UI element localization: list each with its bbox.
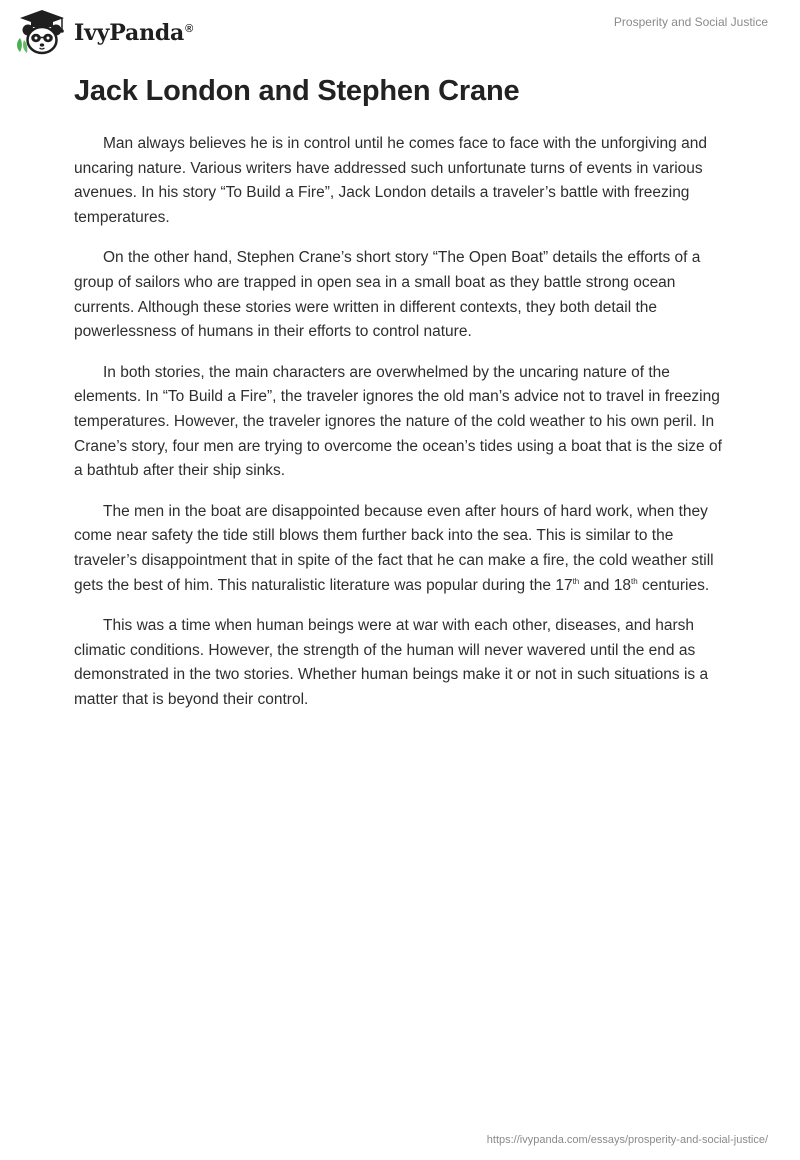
paragraph-4 <box>74 500 726 598</box>
paragraph-1: Man always believes he is in control until he comes face to face with the unforgiving and uncaring nature. Various writers have addressed such unfortunate turns of events in various avenues. In his story “To Build a Fire”, Jack London details a traveler’s battle with freezing temperatures. <box>74 135 707 226</box>
source-url-link[interactable]: https://ivypanda.com/essays/prosperity-and-social-justice/ <box>486 1134 768 1146</box>
paragraph-4-text-a: The men in the boat are disappointed because even after hours of hard work, when they come near safety the tide still blows them further back into the sea. This is similar to the traveler’s disappointment that in spite of the fact that he can make a fire, the cold weather still gets the best of him. This naturalistic literature was popular during the 17 <box>74 502 714 594</box>
paragraph-5: This was a time when human beings were at war with each other, diseases, and harsh climatic conditions. However, the strength of the human will never wavered until the end as demonstrated in the two stories. Whether human beings make it or not in such situations is a matter that is beyond their control. <box>74 617 709 708</box>
superscript-th-18: th <box>630 576 638 586</box>
article-body <box>74 72 726 728</box>
page-title: Jack London and Stephen Crane <box>74 75 520 107</box>
paragraph-3: In both stories, the main characters are overwhelmed by the uncaring nature of the elements. In “To Build a Fire”, the traveler ignores the old man’s advice not to travel in freezing temperatures. However, the traveler ignores the nature of the cold weather to his own peril. In Crane’s story, four men are trying to overcome the ocean’s tides using a boat that is the size of a bathtub after their ship sinks. <box>74 363 722 480</box>
paragraph-4-text-c: centuries. <box>637 576 710 594</box>
paragraph-2: On the other hand, Stephen Crane’s short story “The Open Boat” details the efforts of a group of sailors who are trapped in open sea in a small boat as they battle strong ocean currents. Although these stories were written in different contexts, they both detail the powerlessness of humans in their efforts to control nature. <box>74 249 701 341</box>
registered-mark: ® <box>185 22 194 35</box>
paragraph-4-text-b: and 18 <box>579 576 631 594</box>
panda-graduation-cap-icon <box>14 8 70 56</box>
page-header <box>0 0 800 64</box>
brand-name: IvyPanda® <box>74 20 194 46</box>
running-title: Prosperity and Social Justice <box>613 15 768 29</box>
superscript-th-17: th <box>572 576 580 586</box>
ivypanda-logo[interactable] <box>14 8 193 56</box>
